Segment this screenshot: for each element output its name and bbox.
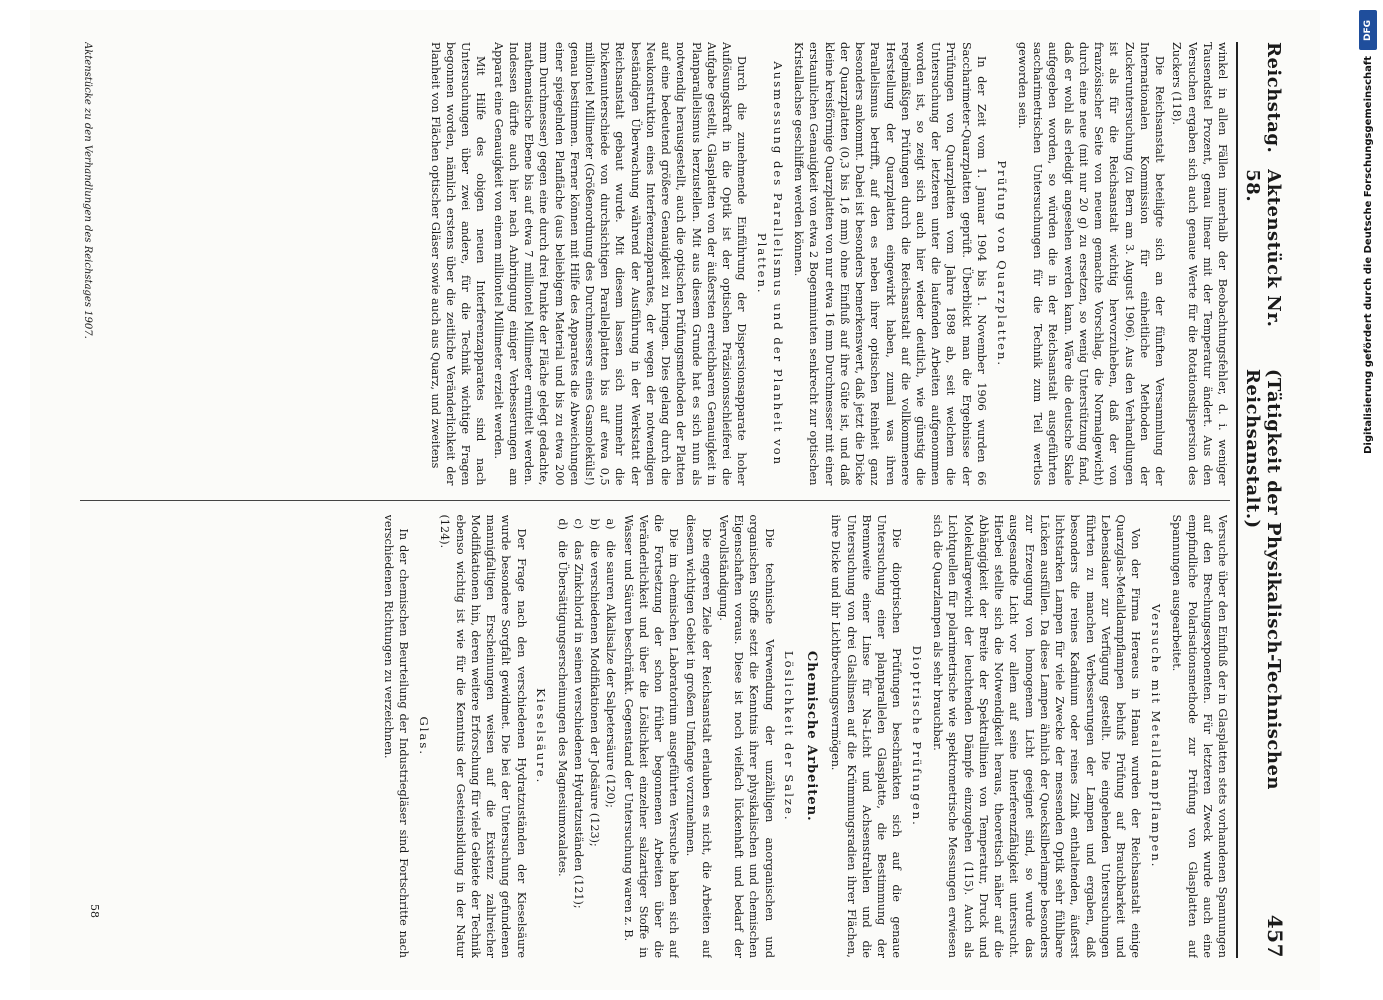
paragraph: Durch die zunehmende Einführung der Dispersionsapparate hoher Auflösungskraft in die Optik ist der optischen Präzisionsschleiferei die Aufgabe gestellt, Glasplatten von der äußersten erreichbaren Genauigkeit in Planparallelismus herzustellen. Mit aus diesem Grunde hat es sich nun als notwendig herausgestellt, auch die optischen Prüfungsmethoden der Platten auf eine bedeutend größere Genauigkeit zu bringen. Dies gelang durch die Neukonstruktion eines Interferenzapparates, der wegen der notwendigen beständigen Überwachung während der Ausführung in der Werkstatt der Reichsanstalt gebaut wurde. Mit diesem lassen sich nunmehr die Dickenunterschiede von durchsichtigen Parallelplatten bis auf etwa 0,5 milliontel Millimeter (Größenordnung des Durchmessers eines Gasmoleküls!) genau bestimmen. Ferner können mit Hilfe des Apparates die Abweichungen einer spiegelnden Planfläche (aus beliebigem Material und bis zu etwa 200 mm Durchmesser) gegen eine durch drei Punkte der Fläche gelegt gedachte, mathematische Ebene bis auf etwa 7 milliontel Millimeter ermittelt werden. Indessen dürfte auch hier nach Anbringung einiger Verbesserungen am Apparat eine Genauigkeit von einem milliontel Millimeter erzielt werden. bbox=[491, 42, 749, 486]
header-left-word: Reichstag. bbox=[1263, 42, 1284, 154]
paragraph: Die engeren Ziele der Reichsanstalt erlauben es nicht, die Arbeiten auf diesem wichtigen Gebiet in großem Umfange vorzunehmen. bbox=[684, 514, 713, 958]
header-subject: (Tätigkeit der Physikalisch-Technischen Reichsanstalt.) bbox=[1242, 368, 1284, 790]
paragraph: Der Frage nach den verschiedenen Hydratzuständen der Kieselsäure wurde besondere Sorgfalt gewidmet. Die bei der Untersuchung gefundenen mannigfaltigen Erscheinungen weisen auf die Existenz zahlreicher Modifikationen hin, deren weitere Erforschung für viele Gebiete der Technik ebenso wichtig ist wie für die Kenntnis der Gesteinsbildung in der Natur (124). bbox=[438, 514, 528, 958]
left-column bbox=[80, 42, 1230, 486]
paragraph: Die Reichsanstalt beteiligte sich an der fünften Versammlung der Internationalen Kommission für einheitliche Methoden der Zuckeruntersuchung (zu Bern am 3. August 1906). Aus den Verhandlungen ist als für die Reichsanstalt wichtig hervorzuheben, daß der von französischer Seite von neuem gemachte Vorschlag, die Normalgewicht) durch eine neue (mit nur 20 g) zu ersetzen, so wenig Unterstützung fand, daß er wohl als erledigt angesehen werden kann. Wäre die deutsche Skale aufgegeben worden, so würden die in der Reichsanstalt ausgeführten saccharimetrischen Untersuchungen für die Technik zum Teil wertlos geworden sein. bbox=[1015, 42, 1167, 486]
section-heading: Ausmessung des Parallelismus und der Planheit von Platten. bbox=[755, 61, 785, 467]
scanned-page bbox=[30, 10, 1320, 990]
right-column bbox=[80, 515, 1230, 959]
paragraph: winkel in allen Fällen innerhalb der Beobachtungsfehler, d. i. weniger Tausendstel Prozent, genau linear mit der Temperatur ändert. Aus den Versuchen ergaben sich auch genaue Werte für die Rotationsdispersion des Zuckers (118). bbox=[1170, 42, 1229, 486]
list-text: die sauren Alkalisalze der Salpetersäure (120); bbox=[604, 540, 618, 808]
major-heading: Chemische Arbeiten. bbox=[804, 650, 820, 822]
list-marker: b) bbox=[588, 518, 602, 531]
running-head bbox=[1236, 42, 1287, 958]
footnote: Aktenstücke zu den Verhandlungen des Reichstages 1907. bbox=[81, 42, 93, 339]
list-marker: a) bbox=[604, 518, 618, 530]
list-marker: d) bbox=[555, 518, 569, 531]
paragraph: In der chemischen Beurteilung der Industriegläser sind Fortschritte nach verschiedenen Richtungen zu verzeichnen. bbox=[382, 514, 411, 958]
credit-text: Digitalisierung gefördert durch die Deutsche Forschungsgemeinschaft bbox=[1362, 56, 1374, 454]
header-document-ref: Aktenstück Nr. 58. bbox=[1242, 169, 1284, 328]
bottom-mark: 58 bbox=[87, 904, 101, 918]
document-page bbox=[45, 20, 1305, 980]
section-heading: Löslichkeit der Salze. bbox=[782, 650, 797, 822]
paragraph: Die technische Verwendung der unzähligen anorganischen und organischen Stoffe setzt die Kenntnis ihrer physikalischen und chemischen Eigenschaften voraus. Diese ist noch vielfach lückenhaft und bedarf der Vervollständigung. bbox=[716, 514, 776, 958]
paragraph: In der Zeit vom 1. Januar 1904 bis 1. November 1906 wurden 66 Saccharimeter-Quarzplatten geprüft. Überblickt man die Ergebnisse der Prüfungen von Quarzplatten vom Jahre 1898 ab, seit welchem die Untersuchung der letzteren unter die laufenden Arbeiten aufgenommen worden ist, so zeigt sich auch hier wieder deutlich, wie günstig die regelmäßigen Prüfungen durch die Reichsanstalt auf die vollkommenere Herstellung der Quarzplatten eingewirkt haben, zumal was ihren Parallelismus betrifft, auf den es neben ihrer optischen Reinheit ganz besonders ankommt. Dabei ist besonders bemerkenswert, daß jetzt die Dicke der Quarzplatten (0,3 bis 1,6 mm) ohne Einfluß auf ihre Güte ist, und daß kleine kreisförmige Quarzplatten von nur etwa 16 mm Durchmesser mit einer erstaunlichen Genauigkeit von etwa 2 Bogenminuten senkrecht zur optischen Kristallachse geschliffen werden können. bbox=[792, 42, 988, 486]
paragraph: Die im chemischen Laboratorium ausgeführten Versuche haben sich auf die Fortsetzung der schon früher begonnenen Arbeiten über die Veränderlichkeit und über die Löslichkeit einzelner salzartiger Stoffe in Wasser und Säuren beschränkt. Gegenstand der Untersuchung waren z. B. bbox=[621, 514, 681, 958]
list-item bbox=[603, 519, 618, 959]
list-item bbox=[587, 519, 602, 959]
column-divider bbox=[80, 500, 1230, 501]
list-text: die Übersättigungserscheinungen des Magnesiumoxalates. bbox=[555, 540, 569, 877]
paragraph: Mit Hilfe des obigen neuen Interferenzapparates sind nach Untersuchungen über zwei andere, für die Technik wichtige Fragen begonnen worden, nämlich erstens über die zeitliche Veränderlichkeit der Planheit von Flächen optischer Gläser sowie auch aus Quarz, und zweitens bbox=[428, 42, 488, 486]
paragraph: Versuche über den Einfluß der in Glasplatten stets vorhandenen Spannungen auf den Brechungsexponenten. Für letzteren Zweck wurde auch eine empfindliche Polarisationsmethode zur Prüfung von Glasplatten auf Spannungen ausgearbeitet. bbox=[1170, 514, 1229, 958]
running-head-left bbox=[1242, 42, 1284, 915]
list-item bbox=[554, 519, 569, 959]
section-heading: Kieselsäure. bbox=[534, 688, 549, 785]
section-heading: Dioptrische Prüfungen. bbox=[910, 645, 925, 827]
list-item bbox=[571, 519, 586, 959]
page-number: 457 bbox=[1263, 914, 1287, 958]
digitization-credit bbox=[1357, 10, 1379, 990]
list-marker: c) bbox=[571, 518, 585, 530]
paragraph: Von der Firma Heraeus in Hanau wurden der Reichsanstalt einige Quarzglas-Metalldampflampen behufs Prüfung auf Brauchbarkeit und Lebensdauer zur Verfügung gestellt. Die eingehenden Untersuchungen führten zu manchen Verbesserungen der Lampen und ergaben, daß besonders die reines Kadmium oder reines Zink enthaltenden, äußerst lichtstarken Lampen für viele Zwecke der messenden Optik sehr fühlbare Lücken ausfüllen. Da diese Lampen ähnlich der Quecksilberlampe besonders zur Erzeugung von homogenem Licht geeignet sind, so wurde das ausgesandte Licht vor allem auf seine Interferenzfähigkeit untersucht. Hierbei stellte sich die Notwendigkeit heraus, theoretisch näher auf die Abhängigkeit der Breite der Spektrallinien von Temperatur, Druck und Molekulargewicht der leuchtenden Dämpfe einzugehen (115). Auch als Lichtquellen für polarimetrische wie spektrometrische Messungen erwiesen sich die Quarzlampen als sehr brauchbar. bbox=[931, 514, 1143, 958]
section-heading: Prüfung von Quarzplatten. bbox=[994, 160, 1009, 368]
section-heading: Versuche mit Metalldampflampen. bbox=[1149, 604, 1164, 869]
list-text: das Zinkchlorid in seinen verschiedenen Hydratzuständen (121); bbox=[571, 540, 585, 909]
paragraph: Die dioptrischen Prüfungen beschränkten sich auf die genaue Untersuchung einer planparallelen Glasplatte, die Bestimmung der Brennweite einer Linse für Na-Licht und Achsenstrahlen und die Untersuchung von drei Glaslinsen auf die Krümmungsradien ihrer Flächen, ihre Dicke und ihr Lichtbrechungsvermögen. bbox=[829, 514, 904, 958]
dfg-logo-icon: DFG bbox=[1359, 10, 1377, 50]
list-text: die verschiedenen Modifikationen der Jodsäure (123); bbox=[588, 540, 602, 847]
section-heading: Glas. bbox=[417, 716, 432, 757]
text-columns bbox=[80, 42, 1230, 958]
